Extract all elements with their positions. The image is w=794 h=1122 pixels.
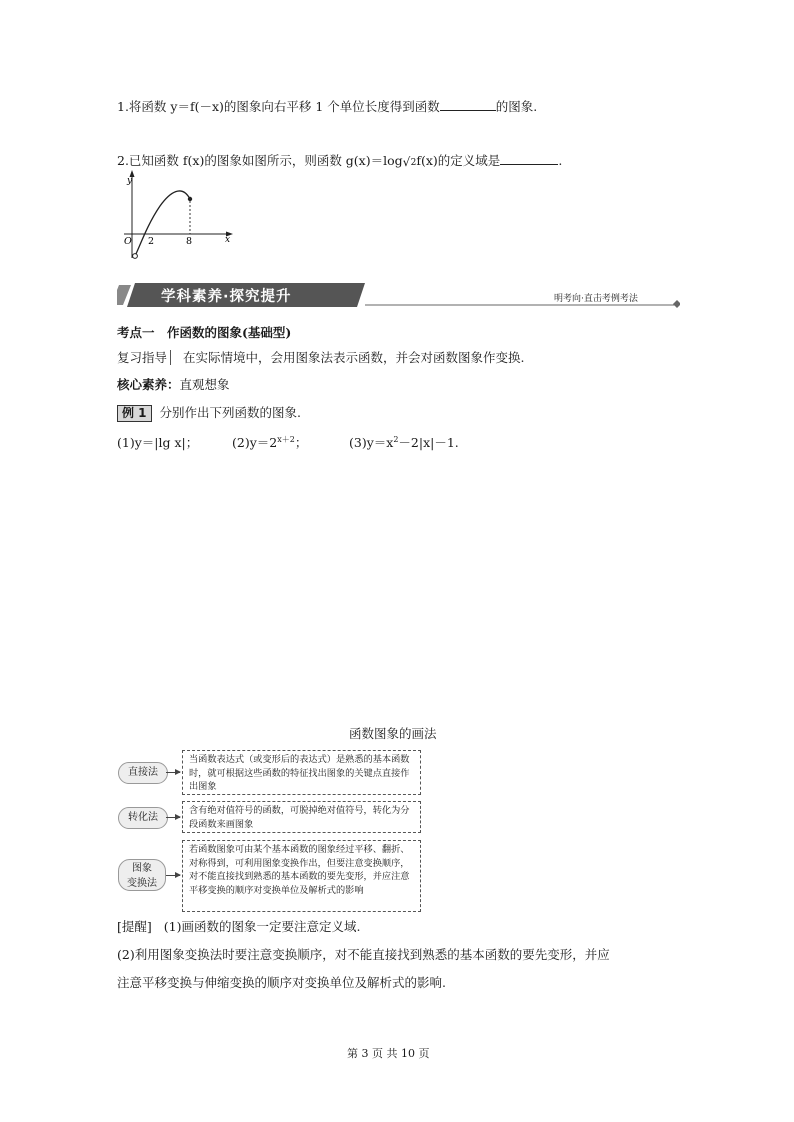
core-text: 直观想象 bbox=[179, 377, 230, 392]
closed-endpoint bbox=[188, 197, 192, 201]
method-label-graph-transform: 图象 变换法 bbox=[118, 859, 166, 891]
arrow-icon bbox=[166, 772, 180, 773]
core-literacy bbox=[117, 375, 230, 393]
origin-label: O bbox=[124, 236, 132, 247]
sqrt-base: √ 2 bbox=[403, 158, 417, 168]
example-1-item-3: $(3)y=x^2-2|x|-1$. bbox=[349, 434, 459, 450]
question-2-tail: . bbox=[558, 153, 563, 168]
topic-title: 考点一 作函数的图象(基础型) bbox=[117, 325, 292, 340]
arrow-icon bbox=[166, 817, 180, 818]
method-label-transform: 转化法 bbox=[118, 807, 168, 829]
question-2-mid: f(x)的定义域是 bbox=[416, 153, 501, 168]
answer-blank bbox=[440, 99, 496, 111]
tick-label-2: 2 bbox=[148, 236, 155, 247]
x-axis-label: x bbox=[225, 235, 231, 245]
y-axis-label: y bbox=[127, 176, 133, 186]
core-label: 核心素养： bbox=[117, 377, 180, 392]
guide-label: 复习指导 bbox=[117, 350, 171, 365]
section-title: 学科素养·探究提升 bbox=[161, 289, 292, 305]
tip-line-3: 注意平移变换与伸缩变换的顺序对变换单位及解析式的影响. bbox=[117, 975, 446, 990]
section-header bbox=[117, 281, 680, 309]
answer-blank bbox=[500, 153, 558, 165]
tip-line-2: (2)利用图象变换法时要注意变换顺序，对不能直接找到熟悉的基本函数的要先变形，并应 bbox=[117, 947, 610, 962]
example-text: 分别作出下列函数的图象. bbox=[159, 405, 301, 420]
question-2-text: 2.已知函数 f(x)的图象如图所示，则函数 g(x)＝log bbox=[117, 153, 403, 168]
open-endpoint bbox=[133, 254, 138, 259]
function-curve bbox=[135, 191, 193, 256]
review-guide bbox=[117, 348, 524, 366]
tip-line-1: [提醒] (1)画函数的图象一定要注意定义域. bbox=[117, 919, 361, 934]
method-desc-graph-transform: 若函数图象可由某个基本函数的图象经过平移、翻折、对称得到，可利用图象变换作出，但要注意变换顺序，对不能直接找到熟悉的基本函数的要先变形，并应注意平移变换的顺序对变换单位及解析式的影响 bbox=[182, 840, 421, 912]
question-2 bbox=[117, 151, 562, 169]
example-label: 例 1 bbox=[117, 405, 152, 422]
methods-title: 函数图象的画法 bbox=[349, 726, 437, 741]
method-desc-direct: 当函数表达式（或变形后的表达式）是熟悉的基本函数时，就可根据这些函数的特征找出图象的关键点直接作出图象 bbox=[182, 750, 421, 795]
exponent: 2 bbox=[393, 434, 399, 444]
tip-label: [提醒] bbox=[117, 919, 152, 934]
section-subtitle: 明考向·直击考例考法 bbox=[554, 294, 638, 304]
question-1 bbox=[117, 97, 537, 115]
example-1-item-2: $(2)y=2^{x+2}$； bbox=[232, 434, 308, 450]
example-1 bbox=[117, 403, 301, 422]
page-footer: 第 3 页 共 10 页 bbox=[347, 1047, 430, 1060]
question-1-text: 1.将函数 y＝f(－x)的图象向右平移 1 个单位长度得到函数 bbox=[117, 99, 440, 114]
function-graph bbox=[112, 170, 242, 265]
tick-label-8: 8 bbox=[186, 236, 193, 247]
example-1-item-1: (1)y＝|lg x|； bbox=[117, 435, 199, 450]
arrow-icon bbox=[166, 875, 180, 876]
exponent: x＋2 bbox=[277, 434, 295, 444]
method-desc-transform: 含有绝对值符号的函数，可脱掉绝对值符号，转化为分段函数来画图象 bbox=[182, 801, 421, 833]
guide-text: 在实际情境中，会用图象法表示函数，并会对函数图象作变换. bbox=[183, 350, 525, 365]
question-1-tail: 的图象. bbox=[495, 99, 538, 114]
method-label-direct: 直接法 bbox=[118, 762, 168, 784]
